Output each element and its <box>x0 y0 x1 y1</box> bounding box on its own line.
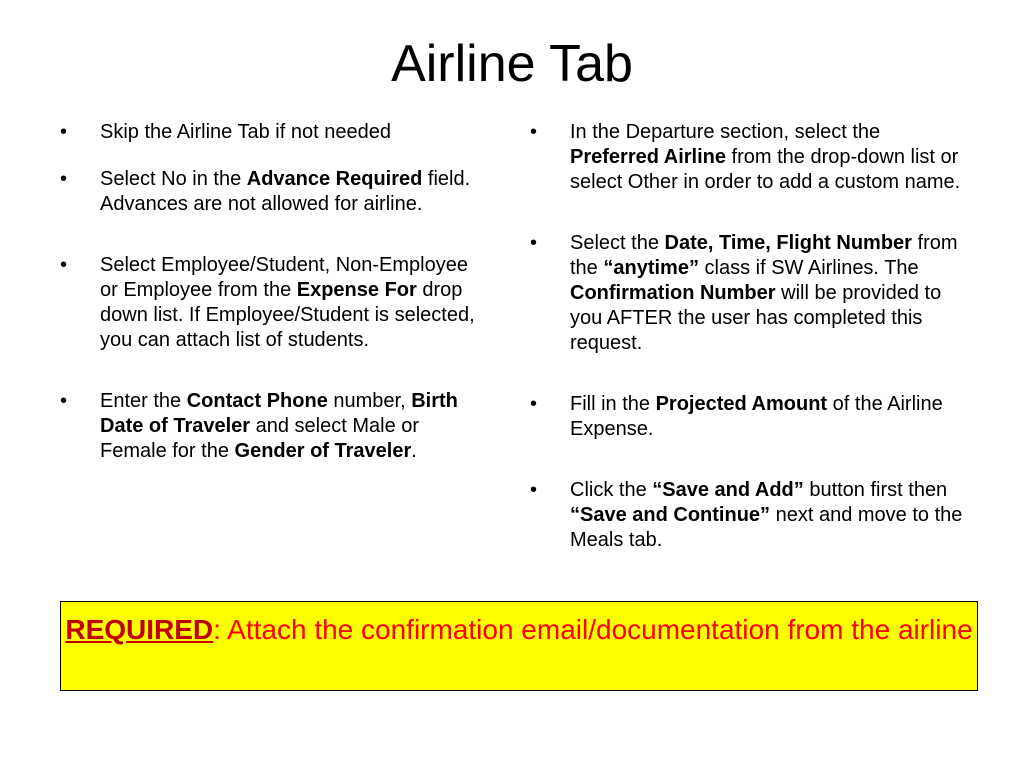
item-bold: Advance Required <box>246 168 423 190</box>
item-text: Fill in the <box>570 393 656 415</box>
item-text: and select Male or Female for the <box>100 415 420 462</box>
item-bold: “Save and Add” <box>652 479 804 501</box>
bullet-icon <box>530 231 550 256</box>
bullet-icon <box>530 478 550 503</box>
item-text: drop down list. If Employee/Student is selected, you can attach list of students. <box>100 279 475 351</box>
list-item <box>60 120 480 145</box>
bullet-icon <box>530 120 550 145</box>
item-text: In the Departure section, select the <box>570 121 881 143</box>
item-text: will be provided to you AFTER the user has completed this request. <box>570 282 942 354</box>
bullet-icon <box>60 167 80 192</box>
item-text: Select No in the <box>100 168 247 190</box>
item-bold: Contact Phone <box>186 390 328 412</box>
required-text: : Attach the confirmation email/documentation from the airline <box>213 614 973 645</box>
item-bold: Date, Time, Flight Number <box>664 232 912 254</box>
item-bold: Preferred Airline <box>570 146 726 168</box>
item-text: . <box>411 440 417 462</box>
list-item <box>530 120 970 195</box>
item-bold: “Save and Continue” <box>570 504 771 526</box>
item-text: Click the <box>570 479 653 501</box>
item-bold: Gender of Traveler <box>234 440 412 462</box>
item-bold: Expense For <box>296 279 417 301</box>
slide-title: Airline Tab <box>391 35 633 93</box>
item-text: button first then <box>803 479 948 501</box>
bullet-icon <box>60 389 80 414</box>
required-callout <box>60 601 978 691</box>
right-column <box>530 120 970 553</box>
bullet-icon <box>530 392 550 417</box>
item-text: next and move to the Meals tab. <box>570 504 963 551</box>
item-text: of the Airline Expense. <box>570 393 943 440</box>
list-item <box>60 253 480 353</box>
bullet-icon <box>60 253 80 278</box>
item-text: from the <box>570 232 958 279</box>
item-bold: “anytime” <box>603 257 699 279</box>
required-label: REQUIRED <box>65 614 214 645</box>
list-item <box>60 167 480 217</box>
left-column <box>60 120 480 464</box>
item-text: Select the <box>570 232 665 254</box>
list-item <box>530 478 970 553</box>
item-bold: Projected Amount <box>655 393 828 415</box>
list-item <box>530 392 970 442</box>
item-text: Select Employee/Student, Non-Employee or Employee from the <box>100 254 468 301</box>
item-text: Skip the Airline Tab if not needed <box>100 121 391 143</box>
bullet-icon <box>60 120 80 145</box>
item-text: class if SW Airlines. The <box>698 257 919 279</box>
item-text: Enter the <box>100 390 187 412</box>
list-item <box>60 389 480 464</box>
item-text: field. Advances are not allowed for airline. <box>100 168 471 215</box>
item-text: from the drop-down list or select Other in order to add a custom name. <box>570 146 961 193</box>
list-item <box>530 231 970 356</box>
item-text: number, <box>327 390 412 412</box>
item-bold: Confirmation Number <box>570 282 776 304</box>
item-bold: Birth Date of Traveler <box>100 390 458 437</box>
